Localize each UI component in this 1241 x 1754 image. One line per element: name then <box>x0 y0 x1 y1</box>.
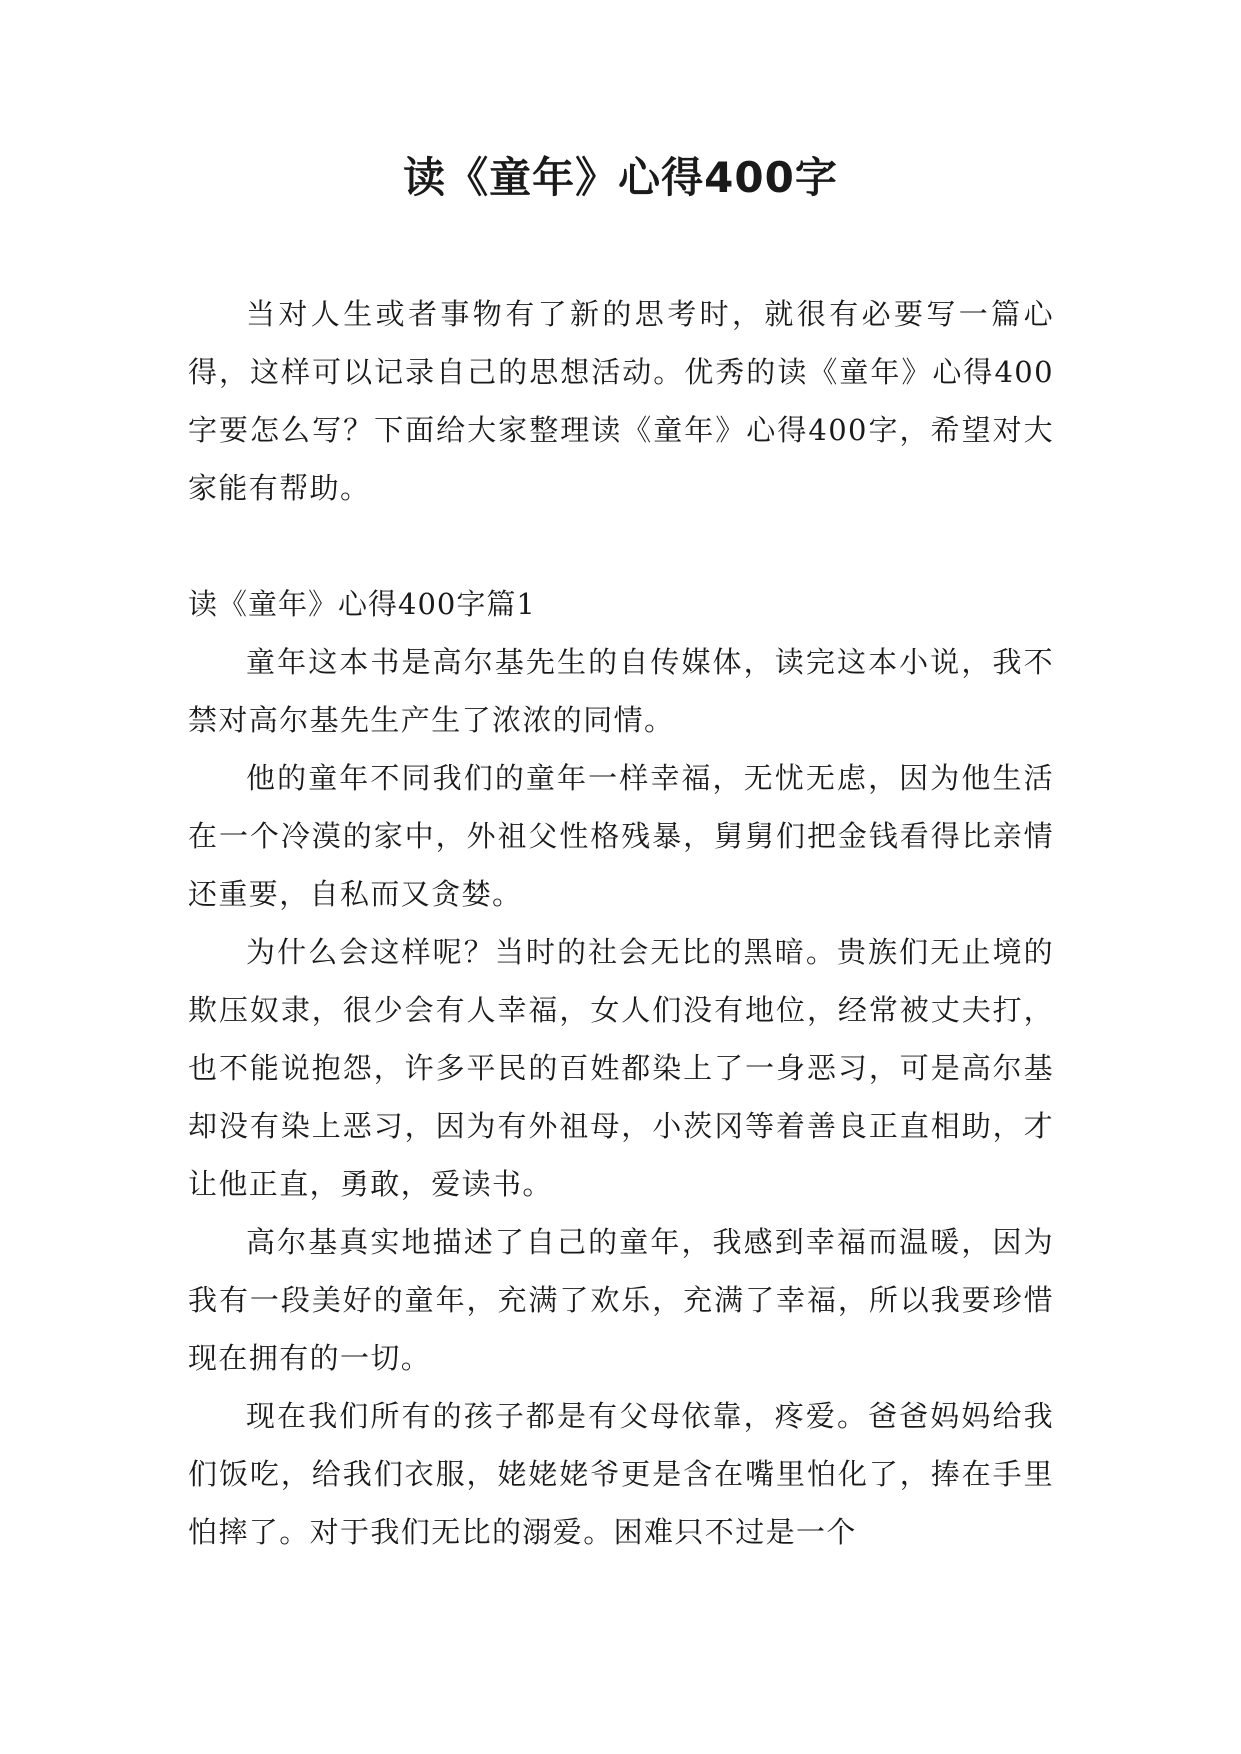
body-paragraph-3: 为什么会这样呢？当时的社会无比的黑暗。贵族们无止境的欺压奴隶，很少会有人幸福，女人们没有地位，经常被丈夫打，也不能说抱怨，许多平民的百姓都染上了一身恶习，可是高尔基却没有染上恶习，因为有外祖母，小茨冈等着善良正直相助，才让他正直，勇敢，爱读书。 <box>188 935 1054 1201</box>
intro-paragraph: 当对人生或者事物有了新的思考时，就很有必要写一篇心得，这样可以记录自己的思想活动。优秀的读《童年》心得400字要怎么写？下面给大家整理读《童年》心得400字，希望对大家能有帮助。 <box>188 297 1054 505</box>
section-heading: 读《童年》心得400字篇1 <box>188 587 536 621</box>
document-title: 读《童年》心得400字 <box>403 153 838 202</box>
paragraph-spacer <box>188 517 1054 575</box>
body-paragraph-1: 童年这本书是高尔基先生的自传媒体，读完这本小说，我不禁对高尔基先生产生了浓浓的同情。 <box>188 645 1054 737</box>
document-body <box>188 285 1054 1561</box>
body-paragraph-4: 高尔基真实地描述了自己的童年，我感到幸福而温暖，因为我有一段美好的童年，充满了欢乐，充满了幸福，所以我要珍惜现在拥有的一切。 <box>188 1225 1054 1375</box>
body-paragraph-5: 现在我们所有的孩子都是有父母依靠，疼爱。爸爸妈妈给我们饭吃，给我们衣服，姥姥姥爷更是含在嘴里怕化了，捧在手里怕摔了。对于我们无比的溺爱。困难只不过是一个 <box>188 1399 1054 1549</box>
body-paragraph-2: 他的童年不同我们的童年一样幸福，无忧无虑，因为他生活在一个冷漠的家中，外祖父性格残暴，舅舅们把金钱看得比亲情还重要，自私而又贪婪。 <box>188 761 1054 911</box>
